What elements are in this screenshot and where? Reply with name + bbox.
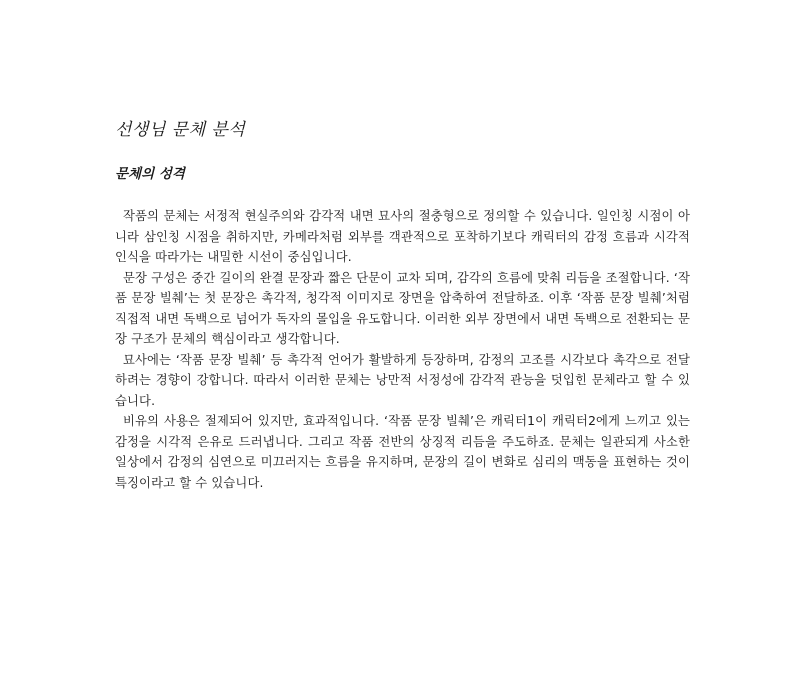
document-body: [115, 206, 690, 493]
paragraph-1: 작품의 문체는 서정적 현실주의와 감각적 내면 묘사의 절충형으로 정의할 수 있습니다. 일인칭 시점이 아니라 삼인칭 시점을 취하지만, 카메라처럼 외부를 객관적으로 포착하기보다 캐릭터의 감정 흐름과 시각적 인식을 따라가는 내밀한 시선이 중심입니다.: [115, 209, 690, 264]
document-title: 선생님 문체 분석: [115, 120, 246, 140]
paragraph-2: 문장 구성은 중간 길이의 완결 문장과 짧은 단문이 교차 되며, 감각의 흐름에 맞춰 리듬을 조절합니다. ‘작품 문장 빌췌’는 첫 문장은 촉각적, 청각적 이미지로 장면을 압축하여 전달하죠. 이후 ‘작품 문장 빌췌’처럼 직접적 내면 독백으로 넘어가 독자의 몰입을 유도합니다. 이러한 외부 장면에서 내면 독백으로 전환되는 문장 구조가 문체의 핵심이라고 생각합니다.: [115, 270, 690, 346]
document-page: [115, 118, 690, 490]
paragraph-4: 비유의 사용은 절제되어 있지만, 효과적입니다. ‘작품 문장 빌췌’은 캐릭터1이 캐릭터2에게 느끼고 있는 감정을 시각적 은유로 드러냅니다. 그리고 작품 전반의 상징적 리듬을 주도하죠. 문체는 일관되게 사소한 일상에서 감정의 심연으로 미끄러지는 흐름을 유지하며, 문장의 길이 변화로 심리의 맥동을 표현하는 것이 특징이라고 할 수 있습니다.: [115, 414, 690, 490]
section-title: 문체의 성격: [115, 166, 185, 182]
paragraph-3: 묘사에는 ‘작품 문장 빌췌’ 등 촉각적 언어가 활발하게 등장하며, 감정의 고조를 시각보다 촉각으로 전달하려는 경향이 강합니다. 따라서 이러한 문체는 낭만적 서정성에 감각적 관능을 덧입힌 문체라고 할 수 있습니다.: [115, 352, 690, 408]
